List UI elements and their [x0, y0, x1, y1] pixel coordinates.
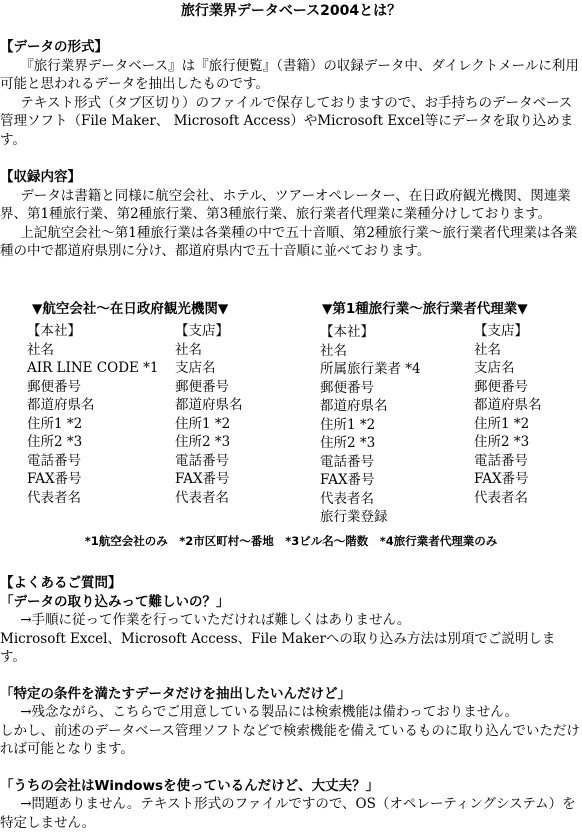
field-label: 所属旅行業者 *4 — [320, 361, 421, 377]
field-label: 住所1 *2 — [320, 416, 376, 433]
field-label: 支店名 — [474, 360, 515, 376]
footnotes: *1航空会社のみ *2市区町村～番地 *3ビル名～階数 *4旅行業者代理業のみ — [84, 534, 498, 548]
field-label: FAX番号 — [320, 472, 375, 488]
field-label: 代表者名 — [474, 489, 528, 506]
field-label: 社名 — [320, 342, 347, 359]
field-label: 都道府県名 — [320, 398, 388, 414]
field-label: FAX番号 — [175, 471, 230, 487]
field-label: 代表者名 — [175, 489, 229, 506]
section-heading: 【よくあるご質問】 — [0, 575, 122, 591]
section-data-format — [0, 38, 580, 149]
field-label: 住所1 *2 — [175, 415, 231, 432]
page-title: 旅行業界データベース2004とは？ — [180, 3, 402, 19]
spacer — [0, 759, 580, 777]
field-label: 都道府県名 — [175, 397, 243, 413]
faq-question: 「データの取り込みって難しいの？」 — [0, 593, 230, 610]
field-label: 住所2 *3 — [27, 434, 83, 450]
left-table-heading: ▼航空会社～在日政府観光機関▼ — [32, 301, 229, 317]
field-label: 住所2 *3 — [320, 435, 376, 451]
field-label: 電話番号 — [320, 453, 374, 470]
faq-section — [0, 574, 580, 832]
faq-question: 「うちの会社はWindowsを使っているんだけど、大丈夫？」 — [0, 777, 380, 794]
left-hq-column — [27, 322, 159, 507]
paragraph: 上記航空会社～第1種旅行業は各業種の中で五十音順、第2種旅行業～旅行業者代理業は各業種の中で都道府県別に分け、都道府県内で五十音順に並べております。 — [0, 224, 578, 259]
field-label: 代表者名 — [320, 490, 374, 507]
faq-answer: Microsoft Excel、Microsoft Access、File Makerへの取り込み方法は別項でご説明します。 — [0, 630, 556, 665]
section-contents — [0, 168, 580, 261]
field-label: 住所2 *3 — [175, 434, 231, 450]
faq-answer: →手順に従って作業を行っていただければ難しくはありません。 — [20, 612, 411, 628]
paragraph: テキスト形式（タブ区切り）のファイルで保存しておりますので、お手持ちのデータベース管理ソフト（File Maker、 Microsoft Access）やMicrosoft Excel等にデータを取り込めます。 — [0, 94, 574, 148]
field-label: 郵便番号 — [27, 378, 81, 395]
field-label: 郵便番号 — [474, 378, 528, 395]
field-label: 旅行業登録 — [320, 509, 388, 525]
field-label: 電話番号 — [27, 452, 81, 469]
field-label: 【支店】 — [474, 323, 528, 339]
right-table-heading: ▼第1種旅行業～旅行業者代理業▼ — [322, 301, 528, 317]
field-label: 郵便番号 — [175, 378, 229, 395]
field-label: 社名 — [27, 341, 54, 358]
field-label: 社名 — [474, 341, 501, 358]
section-heading: 【収録内容】 — [0, 169, 81, 185]
field-label: 【本社】 — [27, 323, 81, 339]
field-label: 電話番号 — [474, 452, 528, 469]
left-branch-column — [175, 322, 243, 507]
faq-question: 「特定の条件を満たすデータだけを抽出したいんだけど」 — [0, 685, 351, 702]
field-label: 電話番号 — [175, 452, 229, 469]
field-label: 都道府県名 — [474, 397, 542, 413]
section-heading: 【データの形式】 — [0, 39, 108, 55]
faq-answer: →残念ながら、こちらでご用意している製品には検索機能は備わっておりません。 — [20, 704, 519, 720]
field-label: FAX番号 — [474, 471, 529, 487]
right-hq-column — [320, 323, 421, 527]
field-label: AIR LINE CODE *1 — [27, 360, 159, 376]
field-label: 住所1 *2 — [474, 415, 530, 432]
field-label: 支店名 — [175, 360, 216, 376]
right-branch-column — [474, 322, 542, 507]
field-label: 代表者名 — [27, 489, 81, 506]
field-label: 都道府県名 — [27, 397, 95, 413]
field-label: 郵便番号 — [320, 379, 374, 396]
field-label: 住所1 *2 — [27, 415, 83, 432]
field-label: 社名 — [175, 341, 202, 358]
faq-answer: しかし、前述のデータベース管理ソフトなどで検索機能を備えているものに取り込んでいただければ可能となります。 — [0, 722, 580, 757]
spacer — [0, 667, 580, 685]
field-label: 住所2 *3 — [474, 434, 530, 450]
field-label: 【本社】 — [320, 324, 374, 340]
faq-answer: →問題ありません。テキスト形式のファイルですので、OS（オペレーティングシステム）を特定しません。 — [0, 796, 576, 831]
paragraph: 『旅行業界データベース』は『旅行便覧』（書籍）の収録データ中、ダイレクトメールに利用可能と思われるデータを抽出したものです。 — [0, 57, 579, 92]
field-label: FAX番号 — [27, 471, 82, 487]
paragraph: データは書籍と同様に航空会社、ホテル、ツアーオペレーター、在日政府観光機関、関連業界、第1種旅行業、第2種旅行業、第3種旅行業、旅行業者代理業に業種分けしております。 — [0, 187, 571, 222]
field-label: 【支店】 — [175, 323, 229, 339]
